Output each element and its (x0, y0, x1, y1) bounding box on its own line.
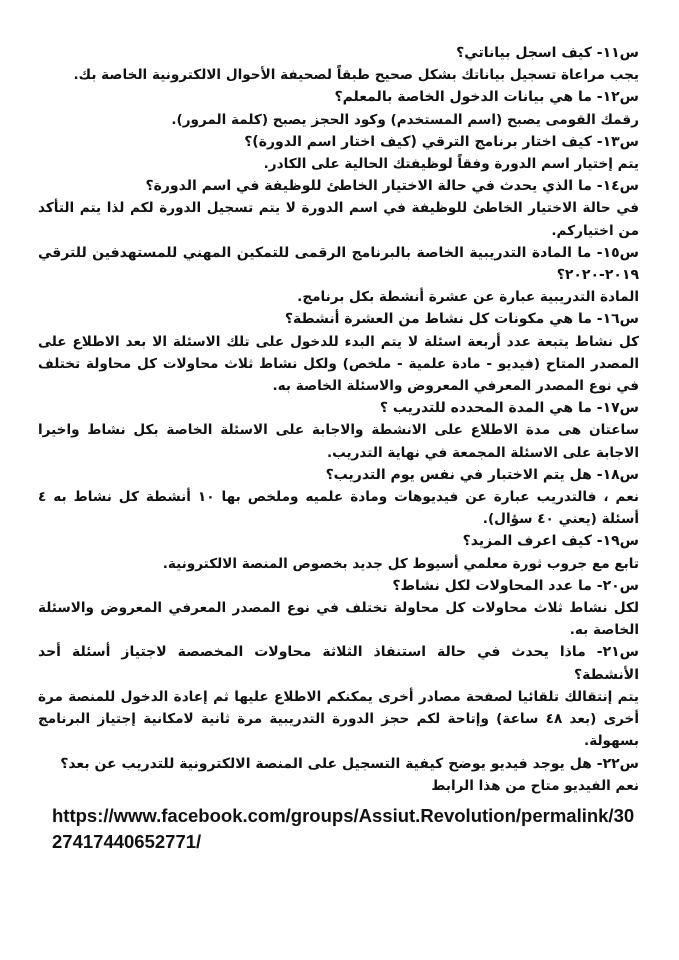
answer-12: رقمك القومى يصبح (اسم المستخدم) وكود الحجز يصبح (كلمة المرور). (171, 111, 639, 128)
answer-15: المادة التدريبية عبارة عن عشرة أنشطة بكل برنامج. (297, 289, 639, 306)
question-21: س٢١- ماذا يحدث في حالة استنفاذ الثلاثة محاولات المخصصة لاجتياز أسئلة أحد الأنشطة؟ (38, 644, 639, 683)
answer-16: كل نشاط يتبعة عدد أربعة اسئلة لا يتم البدء للدخول على تلك الاسئلة الا بعد الاطلاع على المصدر المتاح (فيديو - مادة علمية - ملخص) ولكل نشاط ثلاث محاولات كل محاولة تختلف في نوع المصدر المعرفي المعروض والاسئلة الخاصة به. (38, 333, 639, 395)
answer-19: تابع مع جروب ثورة معلمي أسيوط كل جديد بخصوص المنصة الالكترونية. (162, 555, 639, 572)
question-16: س١٦- ما هي مكونات كل نشاط من العشرة أنشطة؟ (284, 311, 639, 328)
answer-22: نعم الفيديو متاح من هذا الرابط (431, 777, 639, 794)
answer-11: يجب مراعاة تسجيل بياناتك بشكل صحيح طبقاً لصحيفة الأحوال الالكترونية الخاصة بك. (73, 67, 639, 84)
question-20: س٢٠- ما عدد المحاولات لكل نشاط؟ (392, 577, 639, 594)
answer-17: ساعتان هى مدة الاطلاع على الانشطة والاجابة على الاسئلة الخاصة بكل نشاط واخيرا الاجابة على الاسئلة المجمعة في نهاية التدريب. (38, 422, 639, 461)
answer-13: يتم إختيار اسم الدورة وفقاً لوظيفتك الحالية على الكادر. (263, 156, 639, 173)
answer-20: لكل نشاط ثلاث محاولات كل محاولة تختلف في نوع المصدر المعرفي المعروض والاسئلة الخاصة به. (38, 600, 639, 639)
question-18: س١٨- هل يتم الاختبار في نفس يوم التدريب؟ (325, 466, 639, 483)
answer-14: في حالة الاختيار الخاطئ للوظيفة في اسم الدورة لا يتم تسجيل الدورة لكم لذا يتم التأكد من اختياركم. (38, 200, 639, 239)
question-11: س١١- كيف اسجل بياناتي؟ (456, 45, 639, 61)
answer-18: نعم ، فالتدريب عبارة عن فيديوهات ومادة علميه وملخص بها ١٠ أنشطة كل نشاط به ٤ أسئلة (يعني ٤٠ سؤال). (38, 489, 639, 528)
answer-21: يتم إنتقالك تلقائيا لصفحة مصادر أخرى يمكنكم الاطلاع عليها ثم إعادة الدخول للمنصة مرة أخرى (بعد ٤٨ ساعة) وإتاحة لكم حجز الدورة التدريبية مرة ثانية لامكانية إجتياز البرنامج بسهولة. (38, 688, 639, 750)
video-link[interactable]: https://www.facebook.com/groups/Assiut.Revolution/permalink/3027417440652771/ (52, 804, 635, 852)
question-13: س١٣- كيف اختار برنامج الترقي (كيف اختار اسم الدورة)؟ (244, 133, 639, 150)
question-15: س١٥- ما المادة التدريبية الخاصة بالبرنامج الرقمى للتمكين المهني للمستهدفين للترقي ٢٠١٩-٢٠٢٠؟ (38, 244, 639, 284)
question-17: س١٧- ما هي المدة المحدده للتدريب ؟ (379, 400, 639, 417)
question-19: س١٩- كيف اعرف المزيد؟ (462, 533, 639, 550)
question-12: س١٢- ما هي بيانات الدخول الخاصة بالمعلم؟ (334, 89, 639, 106)
question-14: س١٤- ما الذي يحدث في حالة الاختيار الخاطئ للوظيفة في اسم الدورة؟ (145, 178, 639, 195)
question-22: س٢٢- هل يوجد فيديو يوضح كيفية التسجيل على المنصة الالكترونية للتدريب عن بعد؟ (60, 755, 639, 772)
